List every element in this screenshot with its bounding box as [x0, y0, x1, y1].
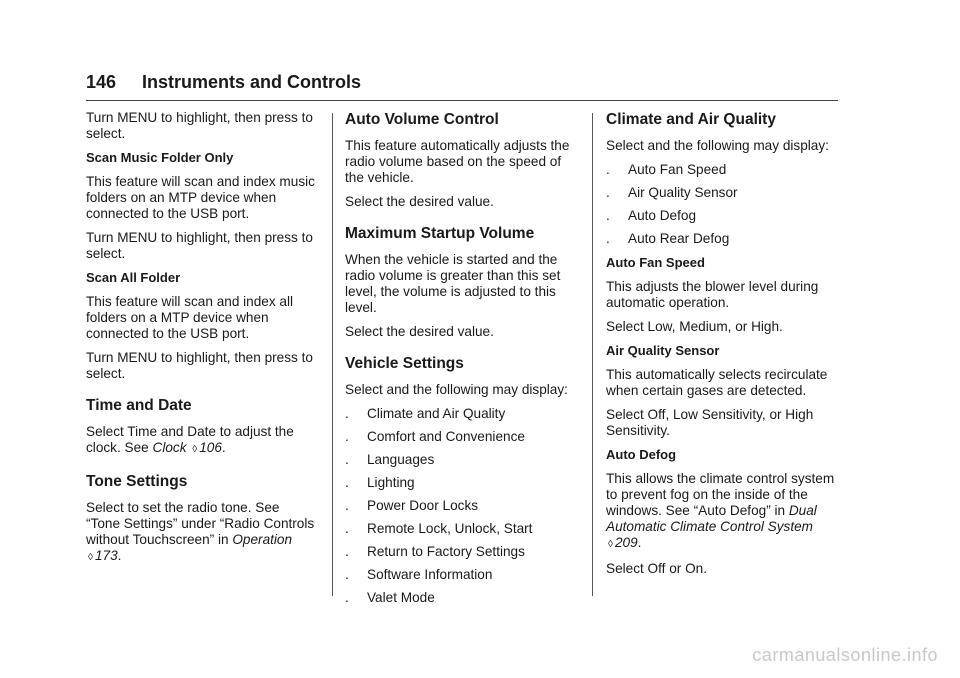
section-heading-max-startup-volume: Maximum Startup Volume — [345, 225, 535, 242]
column-1 — [86, 110, 316, 574]
paragraph: This feature automatically adjusts the radio volume based on the speed of the vehicle. — [345, 138, 570, 185]
paragraph: This feature will scan and index all folders on a MTP device when connected to the USB port. — [86, 294, 294, 341]
bullet: . — [345, 406, 349, 421]
paragraph-text: Select to set the radio tone. See “Tone Settings” under “Radio Controls without Touchscreen” in — [86, 500, 315, 547]
paragraph: This allows the climate control system to prevent fog on the inside of the windows. See “Auto Defog” in Dual Automatic Climate Control System ◊ 209. — [606, 471, 835, 550]
list-item — [345, 590, 575, 606]
bullet: . — [606, 185, 610, 200]
bullet: . — [345, 590, 349, 605]
bullet: . — [606, 208, 610, 223]
bullet: . — [345, 429, 349, 444]
list-item-label: Comfort and Convenience — [367, 429, 525, 444]
page-reference-icon: ◊ — [192, 444, 198, 455]
list-item-label: Software Information — [367, 567, 493, 582]
list-item-label: Remote Lock, Unlock, Start — [367, 521, 533, 536]
list-item-label: Auto Defog — [628, 208, 697, 223]
page-number: 146 — [86, 72, 117, 92]
cross-reference-page: 173 — [94, 548, 118, 563]
column-2 — [345, 110, 575, 614]
list-item-label: Auto Fan Speed — [628, 162, 727, 177]
bullet: . — [606, 162, 610, 177]
list-item — [345, 498, 575, 514]
paragraph: Select to set the radio tone. See “Tone Settings” under “Radio Controls without Touchscreen” in Operation ◊ 173. — [86, 500, 315, 563]
subheading: Air Quality Sensor — [606, 343, 720, 358]
paragraph-text: This allows the climate control system to prevent fog on the inside of the windows. See “Auto Defog” in — [606, 471, 835, 518]
column-3 — [606, 110, 836, 585]
cross-reference-title: Dual Automatic Climate Control System — [606, 503, 817, 534]
cross-reference-page: 106 — [199, 440, 222, 455]
list-item — [606, 162, 836, 178]
cross-reference-title: Clock — [152, 440, 187, 455]
bullet: . — [606, 231, 610, 246]
list-item-label: Climate and Air Quality — [367, 406, 506, 421]
paragraph: This feature will scan and index music folders on an MTP device when connected to the USB port. — [86, 174, 315, 221]
list-item-label: Air Quality Sensor — [628, 185, 738, 200]
list-item — [606, 231, 836, 247]
vehicle-settings-list — [345, 406, 575, 606]
paragraph: Select Off, Low Sensitivity, or High Sensitivity. — [606, 407, 814, 438]
list-item — [345, 567, 575, 583]
cross-reference-title: Operation — [232, 532, 293, 547]
section-heading-auto-volume: Auto Volume Control — [345, 111, 499, 128]
watermark-text: carmanualsonline.info — [752, 645, 938, 665]
column-divider — [592, 113, 593, 596]
page-reference-icon: ◊ — [88, 552, 93, 563]
bullet: . — [345, 498, 349, 513]
section-heading-tone-settings: Tone Settings — [86, 473, 188, 490]
climate-options-list — [606, 162, 836, 247]
subheading: Auto Defog — [606, 447, 677, 462]
list-item-label: Return to Factory Settings — [367, 544, 525, 559]
list-item-label: Auto Rear Defog — [628, 231, 730, 246]
paragraph: Select Time and Date to adjust the clock. See Clock ◊ 106. — [86, 424, 294, 455]
list-item — [345, 406, 575, 422]
paragraph: This adjusts the blower level during automatic operation. — [606, 279, 819, 310]
bullet: . — [345, 521, 349, 536]
page-header — [86, 72, 838, 101]
section-heading-vehicle-settings: Vehicle Settings — [345, 355, 464, 372]
subheading: Scan Music Folder Only — [86, 150, 234, 165]
paragraph-text: Select Time and Date to adjust the clock. See — [86, 424, 294, 455]
paragraph: Select the desired value. — [345, 194, 494, 209]
paragraph: Turn MENU to highlight, then press to select. — [86, 230, 313, 261]
paragraph: Turn MENU to highlight, then press to select. — [86, 350, 313, 381]
list-item-label: Valet Mode — [367, 590, 435, 605]
page-reference-icon: ◊ — [608, 539, 613, 550]
list-item — [345, 429, 575, 445]
column-divider — [332, 113, 333, 596]
bullet: . — [345, 544, 349, 559]
list-item — [606, 185, 836, 201]
paragraph: Select and the following may display: — [606, 138, 829, 153]
list-item — [345, 521, 575, 537]
list-item-label: Lighting — [367, 475, 415, 490]
list-item-label: Languages — [367, 452, 435, 467]
paragraph: Select Off or On. — [606, 561, 707, 576]
list-item — [606, 208, 836, 224]
cross-reference-page: 209 — [614, 535, 638, 550]
paragraph: Select the desired value. — [345, 324, 494, 339]
bullet: . — [345, 567, 349, 582]
paragraph: When the vehicle is started and the radio volume is greater than this set level, the volume is adjusted to this level. — [345, 252, 561, 315]
list-item — [345, 544, 575, 560]
paragraph: This automatically selects recirculate when certain gases are detected. — [606, 367, 828, 398]
paragraph: Select Low, Medium, or High. — [606, 319, 783, 334]
section-heading-climate-air-quality: Climate and Air Quality — [606, 111, 776, 128]
list-item — [345, 475, 575, 491]
bullet: . — [345, 475, 349, 490]
bullet: . — [345, 452, 349, 467]
list-item-label: Power Door Locks — [367, 498, 479, 513]
page-title: Instruments and Controls — [142, 72, 362, 92]
paragraph: Turn MENU to highlight, then press to select. — [86, 110, 313, 141]
subheading: Auto Fan Speed — [606, 255, 705, 270]
cross-reference-link[interactable] — [153, 440, 222, 455]
list-item — [345, 452, 575, 468]
paragraph: Select and the following may display: — [345, 382, 568, 397]
section-heading-time-date: Time and Date — [86, 397, 192, 414]
subheading: Scan All Folder — [86, 270, 181, 285]
